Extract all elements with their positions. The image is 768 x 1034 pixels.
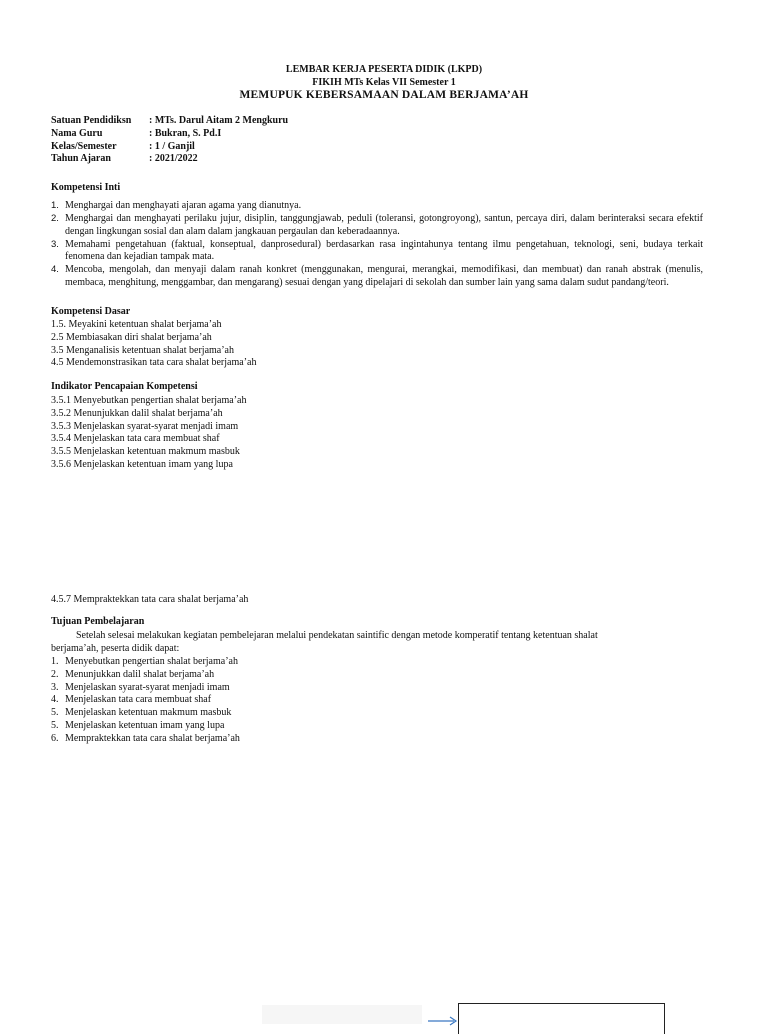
flowchart-box (458, 1003, 665, 1034)
item-text: Menyebutkan pengertian shalat berjama’ah (65, 656, 238, 667)
document-topic: MEMUPUK KEBERSAMAAN DALAM BERJAMA’AH (239, 89, 529, 101)
item-number: 5. (51, 719, 59, 731)
identity-row (51, 115, 288, 128)
kompetensi-inti-list (51, 200, 703, 290)
item-text: Menunjukkan dalil shalat berjama’ah (65, 668, 215, 680)
item-number: 1. (51, 200, 59, 211)
list-item (51, 200, 703, 213)
item-text: Menjelaskan tata cara membuat shaf (65, 694, 212, 706)
item-number: 4. (51, 264, 59, 275)
indikator-list (51, 395, 246, 472)
list-item (51, 669, 240, 682)
item-text: Menjelaskan syarat-syarat menjadi imam (65, 681, 230, 693)
identity-block (51, 115, 288, 166)
item-text: Menghargai dan menghayati perilaku jujur, disiplin, tanggungjawab, peduli (toleransi, gotongroyong), santun, percaya diri, dalam berinteraksi secara efektif dengan lingkungan sosial dan alam dalam jangkauan pergaulan dan keberadaannya. (65, 213, 703, 237)
identity-label: Satuan Pendidiksn (51, 115, 132, 126)
item-number: 3. (51, 681, 59, 693)
kompetensi-inti-heading: Kompetensi Inti (51, 182, 121, 193)
list-item (51, 656, 240, 669)
identity-label: Nama Guru (51, 127, 103, 139)
tujuan-intro (51, 630, 711, 655)
item-number: 5. (51, 707, 59, 719)
tujuan-list (51, 656, 240, 746)
item-number: 2. (51, 668, 59, 680)
list-item (51, 694, 240, 707)
indikator-heading: Indikator Pencapaian Kompetensi (51, 381, 198, 392)
list-item (51, 733, 240, 746)
identity-value: : MTs. Darul Aitam 2 Mengkuru (149, 115, 289, 126)
list-item: 1.5. Meyakini ketentuan shalat berjama’ah (51, 319, 222, 330)
identity-value: : 1 / Ganjil (149, 140, 195, 152)
intro-line: Setelah selesai melakukan kegiatan pembelejaran melalui pendekatan saintific dengan metode komperatif tentang ketentuan shalat (76, 630, 598, 641)
arrow-right-icon (428, 1015, 460, 1027)
item-text: Menjelaskan ketentuan imam yang lupa (65, 719, 225, 731)
indikator-last-item: 4.5.7 Mempraktekkan tata cara shalat berjama’ah (51, 594, 249, 605)
identity-row (51, 141, 288, 154)
list-item (51, 213, 703, 238)
list-item (51, 720, 240, 733)
identity-row (51, 153, 288, 166)
kompetensi-dasar-heading: Kompetensi Dasar (51, 306, 131, 317)
list-item: 3.5.4 Menjelaskan tata cara membuat shaf (51, 433, 220, 445)
item-text: Menjelaskan ketentuan makmum masbuk (65, 707, 232, 719)
identity-value: : Bukran, S. Pd.I (149, 127, 222, 139)
item-text: Mencoba, mengolah, dan menyaji dalam ranah konkret (menggunakan, mengurai, merangkai, memodifikasi, dan membuat) dan ranah abstrak (menulis, membaca, menghitung, menggambar, dan mengarang) sesuai dengan yang dipelajari di sekolah dan sumber lain yang sama dalam sudut pandang/teori. (65, 264, 703, 288)
list-item (51, 682, 240, 695)
list-item: 2.5 Membiasakan diri shalat berjama’ah (51, 331, 212, 343)
item-number: 1. (51, 656, 59, 667)
list-item (51, 707, 240, 720)
list-item: 3.5.6 Menjelaskan ketentuan imam yang lupa (51, 458, 233, 470)
list-item (51, 239, 703, 264)
intro-line: berjama’ah, peserta didik dapat: (51, 642, 180, 654)
list-item: 3.5.1 Menyebutkan pengertian shalat berjama’ah (51, 395, 247, 406)
item-text: Mempraktekkan tata cara shalat berjama’ah (65, 732, 240, 744)
identity-label: Kelas/Semester (51, 140, 117, 152)
list-item (51, 264, 703, 289)
item-number: 6. (51, 732, 59, 744)
list-item: 3.5.5 Menjelaskan ketentuan makmum masbuk (51, 446, 240, 458)
item-number: 2. (51, 213, 59, 224)
identity-label: Tahun Ajaran (51, 153, 111, 165)
list-item: 4.5 Mendemonstrasikan tata cara shalat berjama’ah (51, 357, 257, 369)
item-text: Memahami pengetahuan (faktual, konseptual, danprosedural) berdasarkan rasa ingintahunya tentang ilmu pengetahuan, teknologi, seni, budaya terkait fenomena dan kejadian tampak mata. (65, 238, 703, 262)
list-item: 3.5.3 Menjelaskan syarat-syarat menjadi imam (51, 420, 239, 432)
faded-region (262, 1005, 422, 1024)
item-text: Menghargai dan menghayati ajaran agama yang dianutnya. (65, 200, 302, 211)
identity-row (51, 128, 288, 141)
item-number: 4. (51, 694, 59, 706)
document-title: LEMBAR KERJA PESERTA DIDIK (LKPD) (285, 64, 483, 75)
item-number: 3. (51, 238, 59, 250)
document-subtitle: FIKIH MTs Kelas VII Semester 1 (312, 77, 456, 88)
list-item: 3.5 Menganalisis ketentuan shalat berjama’ah (51, 344, 234, 356)
kompetensi-dasar-list (51, 319, 256, 370)
list-item: 3.5.2 Menunjukkan dalil shalat berjama’ah (51, 407, 223, 419)
identity-value: : 2021/2022 (149, 153, 198, 165)
tujuan-heading: Tujuan Pembelajaran (51, 616, 145, 627)
